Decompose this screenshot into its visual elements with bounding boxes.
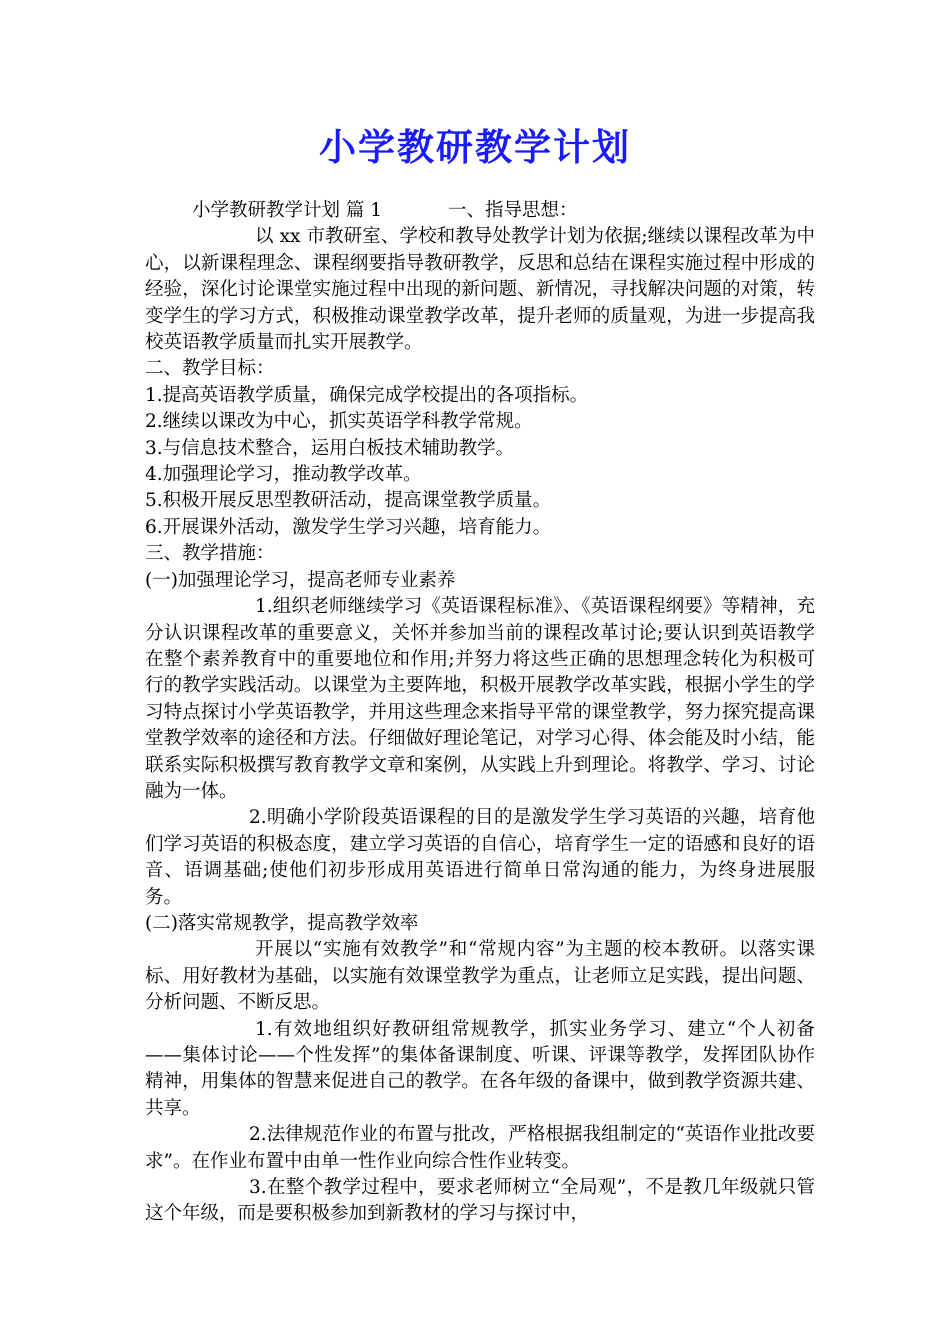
subsection-heading: (一)加强理论学习，提高老师专业素养 [145, 569, 456, 591]
goal-item: 5.积极开展反思型教研活动，提高课堂教学质量。 [145, 490, 552, 512]
document-body [145, 198, 815, 1228]
section-heading-guiding-ideology: 一、指导思想： [448, 200, 578, 221]
goal-item: 6.开展课外活动，激发学生学习兴趣，培育能力。 [145, 516, 552, 538]
goal-item: 2.继续以课改为中心，抓实英语学科教学常规。 [145, 411, 533, 433]
measure-paragraph: 开展以“实施有效教学”和“常规内容”为主题的校本教研。以落实课标、用好教材为基础，以实施有效课堂教学为重点，让老师立足实践，提出问题、分析问题、不断反思。 [145, 939, 815, 1014]
paragraph-guiding-ideology: 以 xx 市教研室、学校和教导处教学计划为依据;继续以课程改革为中心，以新课程理念、课程纲要指导教研教学，反思和总结在课程实施过程中形成的经验，深化讨论课堂实施过程中出现的新问题、新情况，寻找解决问题的对策，转变学生的学习方式，积极推动课堂教学改革，提升老师的质量观，为进一步提高我校英语教学质量而扎实开展教学。 [145, 226, 815, 354]
measure-paragraph: 2.明确小学阶段英语课程的目的是激发学生学习英语的兴趣，培育他们学习英语的积极态度，建立学习英语的自信心，培育学生一定的语感和良好的语音、语调基础;使他们初步形成用英语进行简单日常沟通的能力，为终身进展服务。 [145, 807, 815, 908]
measure-paragraph: 1.组织老师继续学习《英语课程标准》、《英语课程纲要》等精神，充分认识课程改革的重要意义，关怀并参加当前的课程改革讨论;要认识到英语教学在整个素养教育中的重要地位和作用;并努力将这些正确的思想理念转化为积极可行的教学实践活动。以课堂为主要阵地，积极开展教学改革实践，根据小学生的学习特点探讨小学英语教学，并用这些理念来指导平常的课堂教学，努力探究提高课堂教学效率的途径和方法。仔细做好理论笔记，对学习心得、体会能及时小结，能联系实际积极撰写教育教学文章和案例，从实践上升到理论。将教学、学习、讨论融为一体。 [145, 596, 815, 802]
section-heading-teaching-goals: 二、教学目标： [145, 358, 275, 380]
document-title: 小学教研教学计划 [319, 125, 631, 169]
first-line [145, 198, 815, 224]
goal-item: 3.与信息技术整合，运用白板技术辅助教学。 [145, 437, 515, 459]
goal-item: 4.加强理论学习，推动教学改革。 [145, 464, 422, 486]
subsection-heading: (二)落实常规教学，提高教学效率 [145, 912, 419, 934]
plan-heading: 小学教研教学计划 篇 1 [192, 200, 383, 221]
measure-paragraph: 3.在整个教学过程中，要求老师树立“全局观”，不是教几年级就只管这个年级，而是要积极参加到新教材的学习与探讨中， [145, 1177, 815, 1225]
measure-paragraph: 2.法律规范作业的布置与批改，严格根据我组制定的“英语作业批改要求”。在作业布置中由单一性作业向综合性作业转变。 [145, 1124, 815, 1172]
section-heading-teaching-measures: 三、教学措施： [145, 543, 275, 565]
measure-paragraph: 1.有效地组织好教研组常规教学，抓实业务学习、建立“个人初备——集体讨论——个性发挥”的集体备课制度、听课、评课等教学，发挥团队协作精神，用集体的智慧来促进自己的教学。在各年级的备课中，做到教学资源共建、共享。 [145, 1018, 815, 1119]
goal-item: 1.提高英语教学质量，确保完成学校提出的各项指标。 [145, 384, 589, 406]
